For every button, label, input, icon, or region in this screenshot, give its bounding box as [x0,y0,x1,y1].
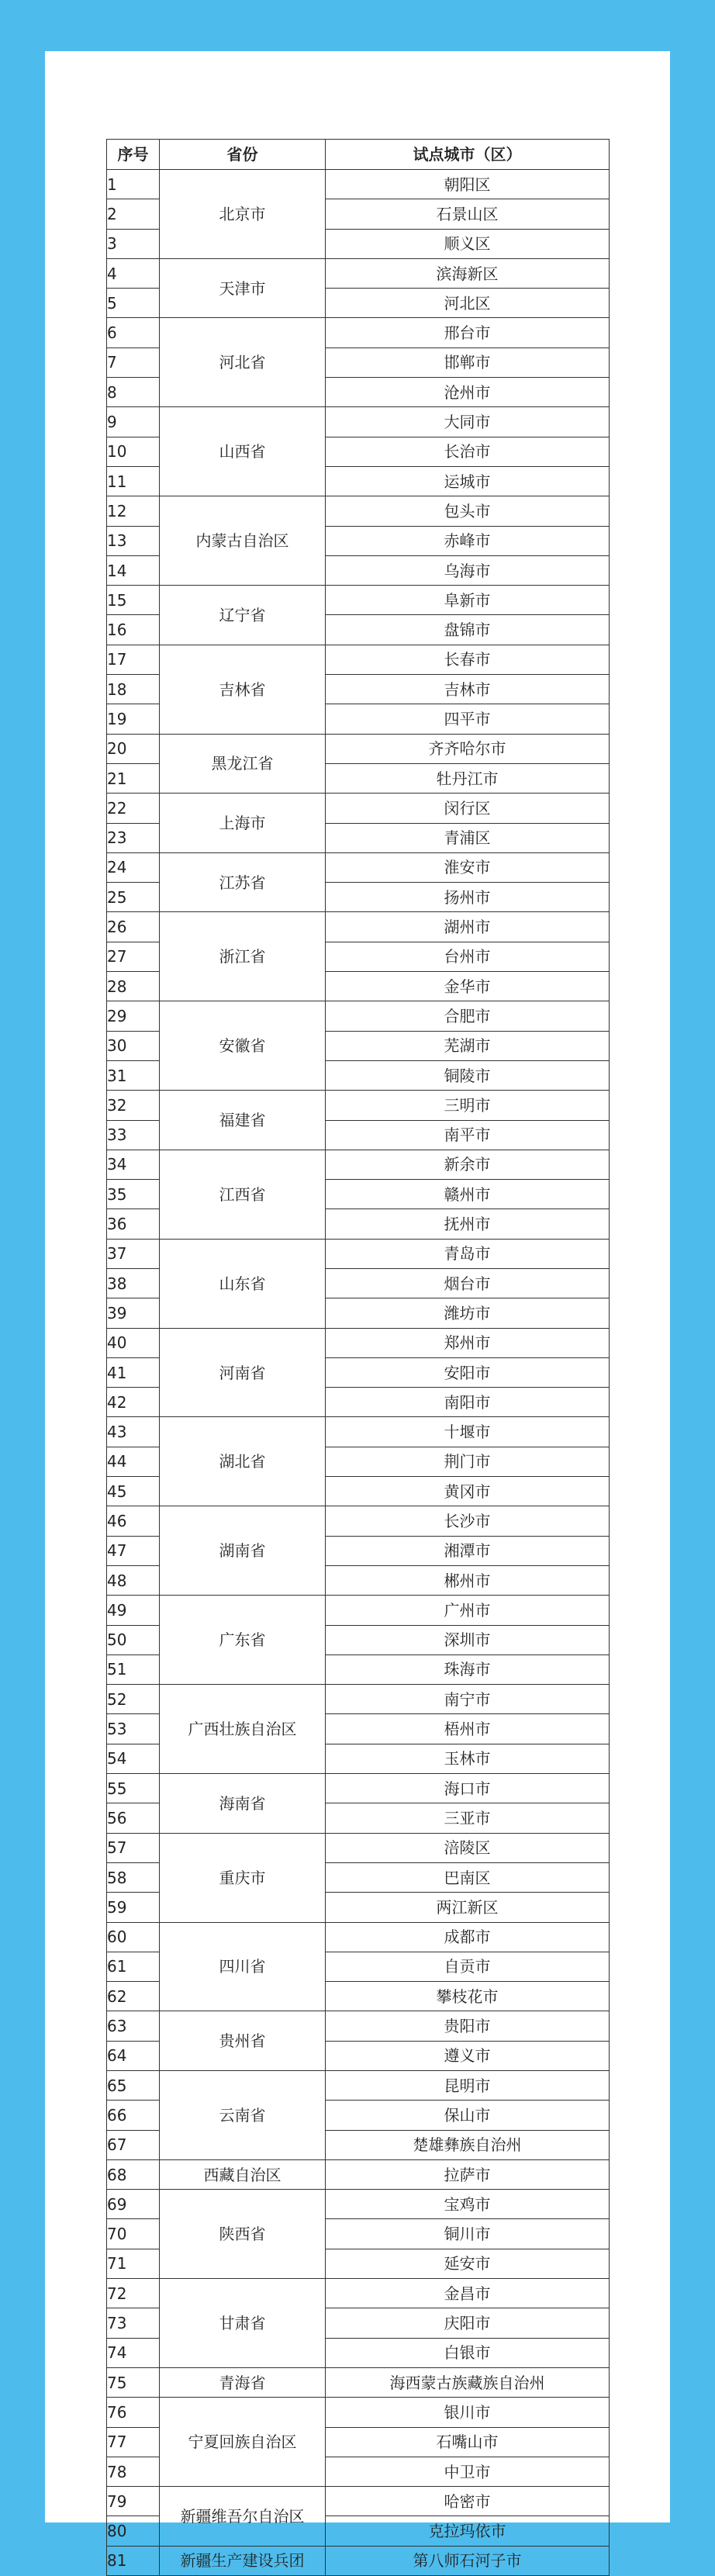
row-index: 71 [107,2249,160,2278]
city-cell: 闵行区 [326,794,610,823]
table-row [107,794,610,823]
city-cell: 扬州市 [326,883,610,912]
city-cell: 涪陵区 [326,1833,610,1862]
row-index: 18 [107,675,160,704]
province-cell: 西藏自治区 [160,2159,326,2189]
row-index: 80 [107,2516,160,2546]
row-index: 35 [107,1180,160,1209]
row-index: 68 [107,2159,160,2189]
table-row [107,1833,610,1862]
province-cell: 新疆生产建设兵团 [160,2546,326,2575]
city-cell: 海口市 [326,1774,610,1803]
pilot-cities-table [106,139,610,2576]
column-header-province: 省份 [160,140,326,170]
city-cell: 黄冈市 [326,1477,610,1506]
city-cell: 三明市 [326,1091,610,1120]
city-cell: 梧州市 [326,1714,610,1744]
city-cell: 滨海新区 [326,258,610,288]
province-cell: 江苏省 [160,852,326,912]
city-cell: 南宁市 [326,1685,610,1714]
city-cell: 巴南区 [326,1862,610,1892]
province-cell: 甘肃省 [160,2279,326,2368]
row-index: 45 [107,1477,160,1506]
city-cell: 石嘴山市 [326,2427,610,2457]
city-cell: 朝阳区 [326,170,610,199]
row-index: 64 [107,2041,160,2070]
table-row [107,1596,610,1625]
city-cell: 赤峰市 [326,526,610,555]
city-cell: 湘潭市 [326,1536,610,1565]
row-index: 59 [107,1893,160,1922]
table-row [107,1922,610,1952]
city-cell: 潍坊市 [326,1298,610,1328]
table-row [107,496,610,526]
table-row [107,2071,610,2101]
city-cell: 长春市 [326,645,610,674]
city-cell: 阜新市 [326,586,610,615]
city-cell: 海西蒙古族藏族自治州 [326,2367,610,2397]
province-cell: 天津市 [160,258,326,318]
province-cell: 上海市 [160,794,326,853]
row-index: 11 [107,466,160,496]
city-cell: 台州市 [326,942,610,971]
row-index: 65 [107,2071,160,2101]
table-row [107,318,610,348]
table-row [107,1150,610,1179]
row-index: 27 [107,942,160,971]
table-row [107,2279,610,2308]
row-index: 62 [107,1982,160,2011]
row-index: 9 [107,407,160,437]
row-index: 20 [107,734,160,763]
table-row [107,2487,610,2516]
row-index: 8 [107,378,160,407]
row-index: 23 [107,823,160,852]
row-index: 1 [107,170,160,199]
city-cell: 广州市 [326,1596,610,1625]
province-cell: 湖北省 [160,1417,326,1506]
row-index: 46 [107,1506,160,1536]
province-cell: 宁夏回族自治区 [160,2398,326,2487]
row-index: 51 [107,1655,160,1684]
row-index: 30 [107,1031,160,1060]
city-cell: 长治市 [326,437,610,466]
city-cell: 吉林市 [326,675,610,704]
city-cell: 庆阳市 [326,2308,610,2338]
document-sheet [45,51,670,2571]
row-index: 54 [107,1744,160,1773]
row-index: 50 [107,1625,160,1655]
city-cell: 齐齐哈尔市 [326,734,610,763]
province-cell: 河北省 [160,318,326,407]
table-row [107,734,610,763]
row-index: 56 [107,1803,160,1833]
province-cell: 四川省 [160,1922,326,2011]
row-index: 52 [107,1685,160,1714]
city-cell: 延安市 [326,2249,610,2278]
province-cell: 山东省 [160,1239,326,1328]
row-index: 67 [107,2130,160,2159]
row-index: 39 [107,1298,160,1328]
row-index: 33 [107,1120,160,1150]
table-row [107,852,610,882]
row-index: 14 [107,555,160,585]
table-row [107,170,610,199]
table-row [107,1506,610,1536]
city-cell: 石景山区 [326,199,610,229]
table-row [107,2546,610,2575]
table-row [107,2367,610,2397]
row-index: 49 [107,1596,160,1625]
row-index: 36 [107,1209,160,1239]
province-cell: 河南省 [160,1328,326,1417]
row-index: 25 [107,883,160,912]
city-cell: 郑州市 [326,1328,610,1357]
province-cell: 浙江省 [160,912,326,1001]
row-index: 22 [107,794,160,823]
city-cell: 银川市 [326,2398,610,2427]
city-cell: 成都市 [326,1922,610,1952]
province-cell: 黑龙江省 [160,734,326,794]
row-index: 2 [107,199,160,229]
city-cell: 攀枝花市 [326,1982,610,2011]
row-index: 21 [107,763,160,793]
table-row [107,1417,610,1447]
table-row [107,407,610,437]
city-cell: 遵义市 [326,2041,610,2070]
city-cell: 中卫市 [326,2457,610,2486]
province-cell: 青海省 [160,2367,326,2397]
province-cell: 重庆市 [160,1833,326,1922]
row-index: 3 [107,229,160,258]
row-index: 53 [107,1714,160,1744]
city-cell: 安阳市 [326,1357,610,1387]
row-index: 4 [107,258,160,288]
row-index: 57 [107,1833,160,1862]
row-index: 5 [107,289,160,318]
city-cell: 金昌市 [326,2279,610,2308]
row-index: 43 [107,1417,160,1447]
city-cell: 乌海市 [326,555,610,585]
city-cell: 金华市 [326,972,610,1001]
row-index: 12 [107,496,160,526]
city-cell: 哈密市 [326,2487,610,2516]
city-cell: 郴州市 [326,1565,610,1595]
city-cell: 河北区 [326,289,610,318]
province-cell: 贵州省 [160,2011,326,2071]
table-header-row [107,140,610,170]
city-cell: 两江新区 [326,1893,610,1922]
row-index: 16 [107,615,160,645]
city-cell: 昆明市 [326,2071,610,2101]
row-index: 34 [107,1150,160,1179]
city-cell: 保山市 [326,2101,610,2130]
table-row [107,586,610,615]
row-index: 79 [107,2487,160,2516]
row-index: 76 [107,2398,160,2427]
province-cell: 湖南省 [160,1506,326,1596]
city-cell: 拉萨市 [326,2159,610,2189]
city-cell: 大同市 [326,407,610,437]
row-index: 42 [107,1388,160,1417]
table-row [107,645,610,674]
city-cell: 深圳市 [326,1625,610,1655]
city-cell: 青岛市 [326,1239,610,1268]
table-row [107,2190,610,2219]
province-cell: 云南省 [160,2071,326,2160]
row-index: 60 [107,1922,160,1952]
row-index: 31 [107,1060,160,1090]
city-cell: 自贡市 [326,1952,610,1981]
table-row [107,258,610,288]
row-index: 40 [107,1328,160,1357]
table-row [107,2011,610,2041]
row-index: 75 [107,2367,160,2397]
row-index: 28 [107,972,160,1001]
row-index: 24 [107,852,160,882]
city-cell: 芜湖市 [326,1031,610,1060]
city-cell: 抚州市 [326,1209,610,1239]
row-index: 63 [107,2011,160,2041]
city-cell: 盘锦市 [326,615,610,645]
row-index: 41 [107,1357,160,1387]
row-index: 69 [107,2190,160,2219]
city-cell: 牡丹江市 [326,763,610,793]
table-row [107,1091,610,1120]
city-cell: 南平市 [326,1120,610,1150]
province-cell: 吉林省 [160,645,326,734]
city-cell: 珠海市 [326,1655,610,1684]
row-index: 72 [107,2279,160,2308]
table-row [107,2159,610,2189]
province-cell: 山西省 [160,407,326,496]
row-index: 58 [107,1862,160,1892]
city-cell: 包头市 [326,496,610,526]
table-row [107,912,610,942]
province-cell: 广东省 [160,1596,326,1685]
province-cell: 江西省 [160,1150,326,1239]
row-index: 32 [107,1091,160,1120]
city-cell: 新余市 [326,1150,610,1179]
city-cell: 赣州市 [326,1180,610,1209]
city-cell: 顺义区 [326,229,610,258]
city-cell: 邢台市 [326,318,610,348]
row-index: 6 [107,318,160,348]
column-header-city: 试点城市（区） [326,140,610,170]
city-cell: 贵阳市 [326,2011,610,2041]
province-cell: 新疆维吾尔自治区 [160,2487,326,2547]
column-header-index: 序号 [107,140,160,170]
table-row [107,1328,610,1357]
province-cell: 辽宁省 [160,586,326,645]
city-cell: 烟台市 [326,1268,610,1298]
row-index: 55 [107,1774,160,1803]
province-cell: 安徽省 [160,1001,326,1091]
city-cell: 青浦区 [326,823,610,852]
row-index: 13 [107,526,160,555]
city-cell: 玉林市 [326,1744,610,1773]
city-cell: 楚雄彝族自治州 [326,2130,610,2159]
row-index: 77 [107,2427,160,2457]
table-row [107,2398,610,2427]
table-row [107,1239,610,1268]
row-index: 17 [107,645,160,674]
row-index: 38 [107,1268,160,1298]
city-cell: 铜川市 [326,2219,610,2249]
city-cell: 克拉玛依市 [326,2516,610,2546]
province-cell: 北京市 [160,170,326,259]
row-index: 73 [107,2308,160,2338]
city-cell: 宝鸡市 [326,2190,610,2219]
city-cell: 白银市 [326,2338,610,2367]
city-cell: 荆门市 [326,1447,610,1476]
row-index: 70 [107,2219,160,2249]
row-index: 26 [107,912,160,942]
row-index: 74 [107,2338,160,2367]
row-index: 48 [107,1565,160,1595]
province-cell: 广西壮族自治区 [160,1685,326,1774]
row-index: 19 [107,704,160,734]
row-index: 44 [107,1447,160,1476]
table-body [107,170,610,2576]
table-row [107,1685,610,1714]
city-cell: 南阳市 [326,1388,610,1417]
table-row [107,1001,610,1031]
city-cell: 三亚市 [326,1803,610,1833]
city-cell: 淮安市 [326,852,610,882]
city-cell: 运城市 [326,466,610,496]
row-index: 37 [107,1239,160,1268]
city-cell: 四平市 [326,704,610,734]
city-cell: 湖州市 [326,912,610,942]
row-index: 81 [107,2546,160,2575]
row-index: 61 [107,1952,160,1981]
province-cell: 海南省 [160,1774,326,1834]
city-cell: 十堰市 [326,1417,610,1447]
table-row [107,1774,610,1803]
province-cell: 福建省 [160,1091,326,1150]
row-index: 29 [107,1001,160,1031]
city-cell: 长沙市 [326,1506,610,1536]
city-cell: 邯郸市 [326,348,610,377]
row-index: 15 [107,586,160,615]
row-index: 47 [107,1536,160,1565]
row-index: 10 [107,437,160,466]
province-cell: 陕西省 [160,2190,326,2279]
row-index: 7 [107,348,160,377]
city-cell: 第八师石河子市 [326,2546,610,2575]
province-cell: 内蒙古自治区 [160,496,326,586]
city-cell: 合肥市 [326,1001,610,1031]
city-cell: 铜陵市 [326,1060,610,1090]
row-index: 66 [107,2101,160,2130]
city-cell: 沧州市 [326,378,610,407]
row-index: 78 [107,2457,160,2486]
